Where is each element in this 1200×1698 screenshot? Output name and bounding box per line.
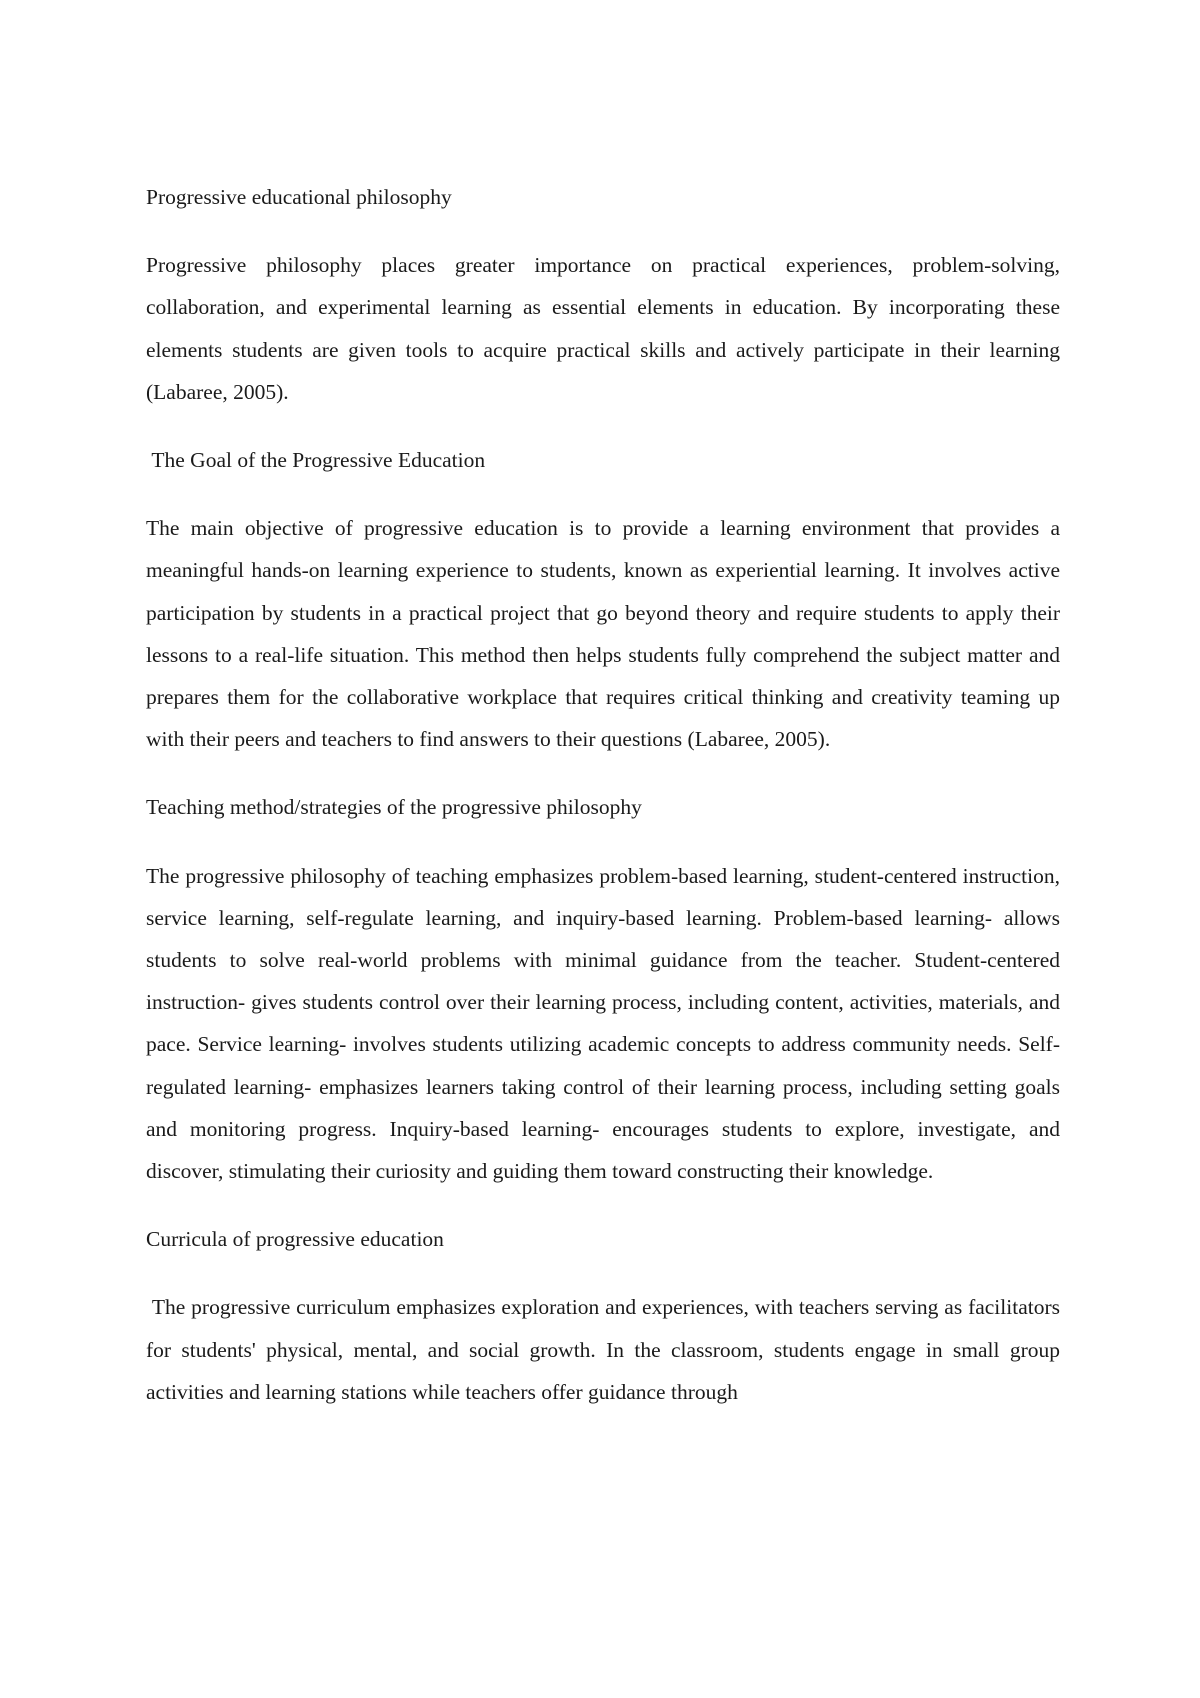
section-heading-goal: The Goal of the Progressive Education <box>146 448 486 473</box>
document-body <box>146 176 1066 1413</box>
section-heading-progressive-philosophy: Progressive educational philosophy <box>146 185 452 209</box>
section-paragraph-progressive-philosophy: Progressive philosophy places greater importance on practical experiences, problem-solving, collaboration, and experimental learning as essential elements in education. By incorporating these elements students are given tools to acquire practical skills and actively participate in their learning (Labaree, 2005). <box>146 253 1066 404</box>
section-paragraph-goal: The main objective of progressive education is to provide a learning environment that provides a meaningful hands-on learning experience to students, known as experiential learning. It involves active participation by students in a practical project that go beyond theory and require students to apply their lessons to a real-life situation. This method then helps students fully comprehend the subject matter and prepares them for the collaborative workplace that requires critical thinking and creativity teaming up with their peers and teachers to find answers to their questions (Labaree, 2005). <box>146 516 1066 752</box>
section-heading-teaching-methods: Teaching method/strategies of the progressive philosophy <box>146 795 642 820</box>
section-paragraph-teaching-methods: The progressive philosophy of teaching emphasizes problem-based learning, student-centered instruction, service learning, self-regulate learning, and inquiry-based learning. Problem-based learning- allows students to solve real-world problems with minimal guidance from the teacher. Student-centered instruction- gives students control over their learning process, including content, activities, materials, and pace. Service learning- involves students utilizing academic concepts to address community needs. Self-regulated learning- emphasizes learners taking control of their learning process, including setting goals and monitoring progress. Inquiry-based learning- encourages students to explore, investigate, and discover, stimulating their curiosity and guiding them toward constructing their knowledge. <box>146 863 1066 1184</box>
section-heading-curricula: Curricula of progressive education <box>146 1227 444 1252</box>
section-paragraph-curricula: The progressive curriculum emphasizes exploration and experiences, with teachers serving as facilitators for students' physical, mental, and social growth. In the classroom, students engage in small group activities and learning stations while teachers offer guidance through <box>146 1295 1066 1404</box>
